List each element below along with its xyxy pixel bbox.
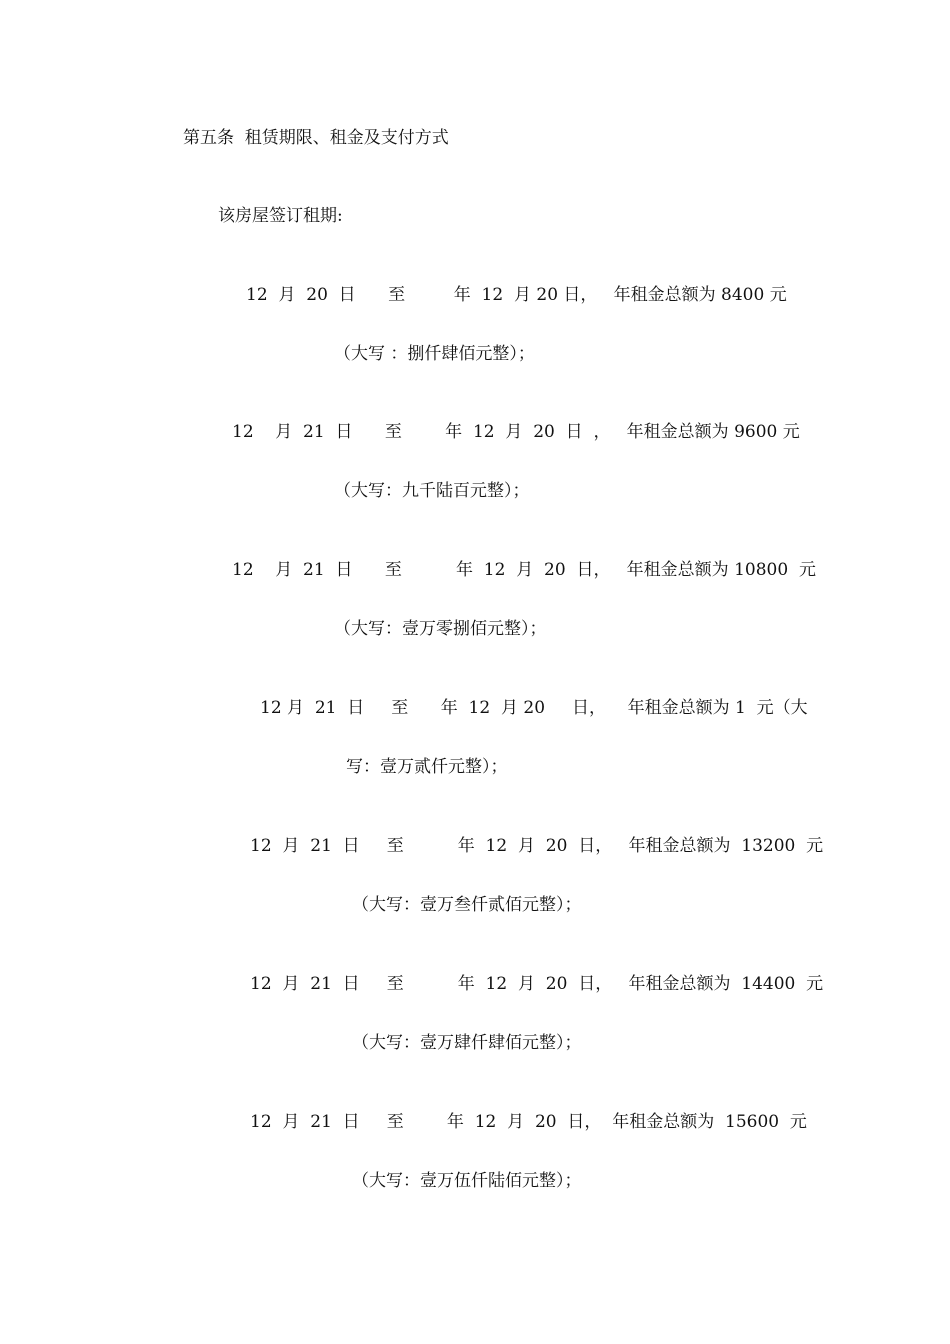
lease-term-intro: 该房屋签订租期: (218, 206, 343, 226)
period-6-amount-words: （大写：壹万肆仟肆佰元整）； (352, 1033, 582, 1053)
period-4-terms: 12 月 21 日 至 年 12 月 20 日， 年租金总额为 1 元（大 (260, 698, 808, 718)
period-3-terms: 12 月 21 日 至 年 12 月 20 日， 年租金总额为 10800 元 (232, 560, 816, 580)
period-2-terms: 12 月 21 日 至 年 12 月 20 日 ， 年租金总额为 9600 元 (232, 422, 800, 442)
period-7-terms: 12 月 21 日 至 年 12 月 20 日， 年租金总额为 15600 元 (250, 1112, 807, 1132)
period-6-terms: 12 月 21 日 至 年 12 月 20 日， 年租金总额为 14400 元 (250, 974, 824, 994)
period-5-amount-words: （大写：壹万叁仟贰佰元整）； (352, 895, 582, 915)
period-5-terms: 12 月 21 日 至 年 12 月 20 日， 年租金总额为 13200 元 (250, 836, 824, 856)
period-1-terms: 12 月 20 日 至 年 12 月 20 日， 年租金总额为 8400 元 (246, 285, 787, 305)
period-3-amount-words: （大写：壹万零捌佰元整）； (334, 619, 547, 639)
period-1-amount-words: （大写 ：捌仟肆佰元整）； (334, 344, 535, 364)
period-4-amount-words: 写：壹万贰仟元整）； (346, 757, 508, 777)
section-heading: 第五条 租赁期限、租金及支付方式 (183, 128, 449, 148)
period-2-amount-words: （大写：九千陆百元整）； (334, 481, 530, 501)
period-7-amount-words: （大写：壹万伍仟陆佰元整）； (352, 1171, 582, 1191)
